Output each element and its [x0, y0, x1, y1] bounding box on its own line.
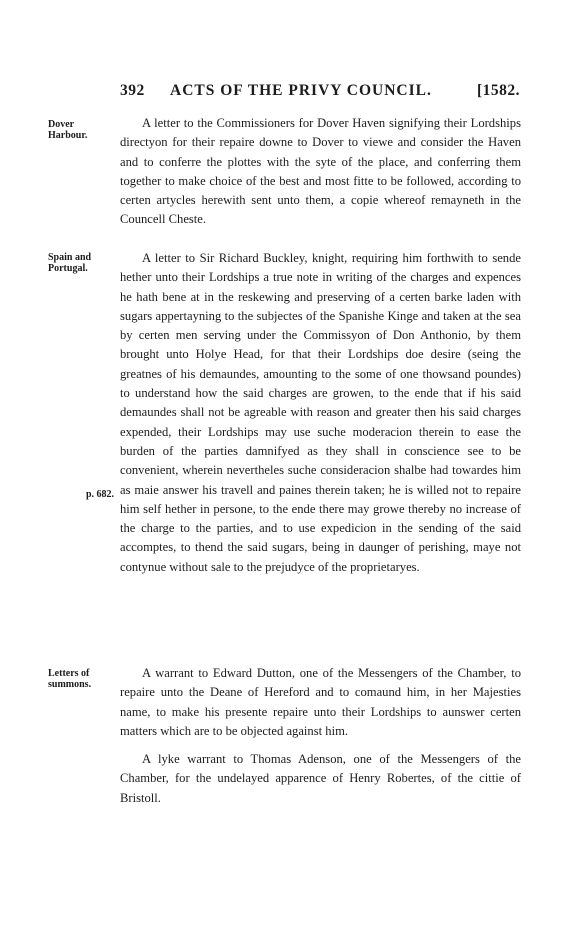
running-title: ACTS OF THE PRIVY COUNCIL. [170, 82, 432, 99]
page-header [120, 82, 520, 104]
margin-note-letters-summons: Letters of summons. [48, 668, 92, 690]
year-marker: [1582. [476, 82, 520, 99]
margin-note-dover-harbour: Dover Harbour. [48, 119, 88, 141]
paragraph-edward-dutton: A warrant to Edward Dutton, one of the Messengers of the Chamber, to repaire unto the Deane of Hereford and to comaund him, in her Majesties name, to make his presente repaire unto their Lordships to aunswer certen matters which are to be objected against him. [120, 666, 521, 738]
paragraph-dover-haven: A letter to the Commissioners for Dover Haven signifying their Lordships directyon for their repaire downe to Dover to viewe and consider the Haven and to conferre the plottes with the syte of the place, and conferring them together to make choice of the best and most fitte to be followed, according to certen artycles herewith sent unto them, a copie whereof remayneth in the Councell Cheste. [120, 116, 521, 227]
margin-note-spain-portugal: Spain and Portugal. [48, 252, 92, 274]
page-reference: p. 682. [86, 489, 115, 500]
paragraph-thomas-adenson: A lyke warrant to Thomas Adenson, one of the Messengers of the Chamber, for the undelayed apparence of Henry Robertes, of the cittie of Bristoll. [120, 752, 521, 805]
page-number: 392 [120, 82, 145, 99]
paragraph-richard-buckley: A letter to Sir Richard Buckley, knight, requiring him forthwith to sende hether unto their Lordships a true note in writing of the charges and expences he hath bene at in the reskewing and preserving of a certen barke laden with sugars appertayning to the subjectes of the Spanishe Kinge and taken at the sea by certen men serving under the Commissyon of Don Anthonio, by them brought unto Holye Head, for that their Lordships doe desire (seing the greatnes of his demaundes, amounting to the some of one thowsand poundes) to understand how the said charges are growen, to the ende that if his said demaundes shall not be agreable with reason and greater then his said charges expended, their Lordships may use suche moderacion therein to ease the burden of the parties damnifyed as they shall in conscience see to be convenient, wherein nevertheles suche consideracion shalbe had towardes him as maie answer his travell and paines therein taken; he is willed not to repaire him self hether in persone, to the ende there may growe thereby no increase of the charge to the parties, and to use expedicion in the sending of the said accomptes, to thend the said sugars, being in daunger of perishing, maye not contynue without sale to the prejudyce of the proprietaryes. [120, 251, 521, 574]
